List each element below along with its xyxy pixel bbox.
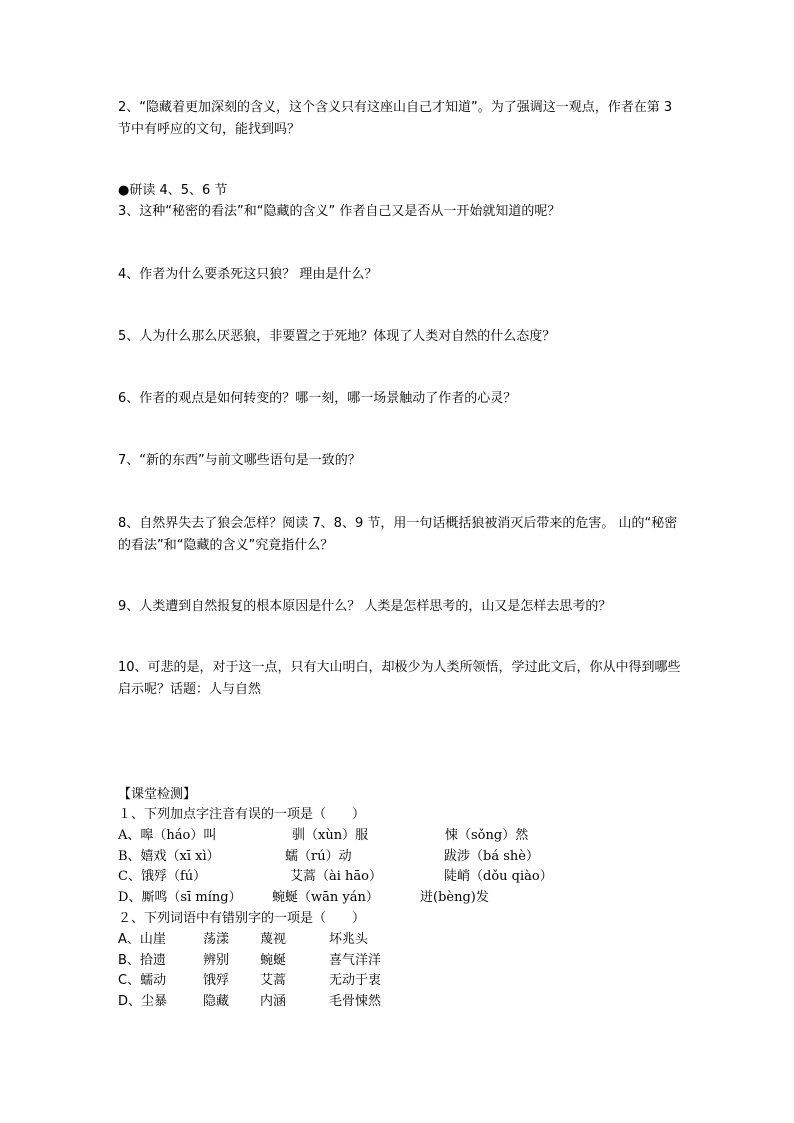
question-8: 8、自然界失去了狼会怎样？阅读 7、8、9 节，用一句话概括狼被消灭后带来的危害。 山的“秘密的看法”和“隐藏的含义”究竟指什么？ [118,516,678,553]
item2-option-a-b: 荡漾 [203,932,230,947]
item2-option-b-c: 蜿蜒 [260,953,287,968]
item1-option-d-c: 迸(bèng)发 [420,890,489,905]
section-heading: ●研读 4、5、6 节 [118,183,228,198]
item2-option-b-b: 辨别 [203,953,230,968]
item2-option-b: B、拾遗 [118,953,166,968]
question-7: 7、“新的东西”与前文哪些语句是一致的？ [118,453,361,468]
item1-option-a: A、嗥（háo）叫 [118,828,217,843]
item2-option-b-d: 喜气洋洋 [329,953,382,968]
item2-option-c: C、蠕动 [118,973,167,988]
item1-option-b-b: 蠕（rú）动 [285,849,352,864]
question-2: 2、“隐藏着更加深刻的含义，这个含义只有这座山自己才知道”。为了强调这一观点，作者在第 3 节中有呼应的文句，能找到吗？ [118,100,673,137]
item2-option-c-b: 饿殍 [203,973,230,988]
question-5: 5、人为什么那么厌恶狼，非要置之于死地？体现了人类对自然的什么态度？ [118,329,556,344]
item1-option-b: B、嬉戏（xī xì） [118,849,220,864]
question-10: 10、可悲的是，对于这一点，只有大山明白，却极少为人类所领悟，学过此文后，你从中得到哪些启示呢？话题：人与自然 [118,660,681,697]
item1-option-c: C、饿殍（fú） [118,869,207,884]
question-4: 4、作者为什么要杀死这只狼？ 理由是什么？ [118,267,378,282]
item2-option-d: D、尘暴 [118,994,168,1009]
classroom-test-title: 【课堂检测】 [118,787,197,802]
item2-option-a: A、山崖 [118,932,166,947]
item2-option-d-c: 内涵 [260,994,287,1009]
item2-option-a-c: 蔑视 [260,932,287,947]
item2-option-c-d: 无动于衷 [329,973,382,988]
item1-option-d-b: 蜿蜒（wān yán） [272,890,379,905]
test-item-1-stem: １、下列加点字注音有误的一项是（ ） [118,807,366,822]
item1-option-a-b: 驯（xùn）服 [292,828,369,843]
question-3: 3、这种“秘密的看法”和“隐藏的含义” 作者自己又是否从一开始就知道的呢？ [118,204,561,219]
item2-option-a-d: 坏兆头 [329,932,369,947]
item2-option-d-d: 毛骨悚然 [329,994,382,1009]
item2-option-d-b: 隐藏 [203,994,230,1009]
item1-option-d: D、厮鸣（sī míng） [118,890,242,905]
question-9: 9、人类遭到自然报复的根本原因是什么？ 人类是怎样思考的，山又是怎样去思考的？ [118,599,612,614]
item1-option-c-b: 艾蒿（ài hāo） [290,869,382,884]
question-6: 6、作者的观点是如何转变的？哪一刻，哪一场景触动了作者的心灵？ [118,391,517,406]
item1-option-a-c: 悚（sǒng）然 [445,828,529,843]
item1-option-c-c: 陡峭（dǒu qiào） [444,869,553,884]
test-item-2-stem: ２、下列词语中有错别字的一项是（ ） [118,911,366,926]
item2-option-c-c: 艾蒿 [260,973,287,988]
item1-option-b-c: 跋涉（bá shè） [444,849,539,864]
